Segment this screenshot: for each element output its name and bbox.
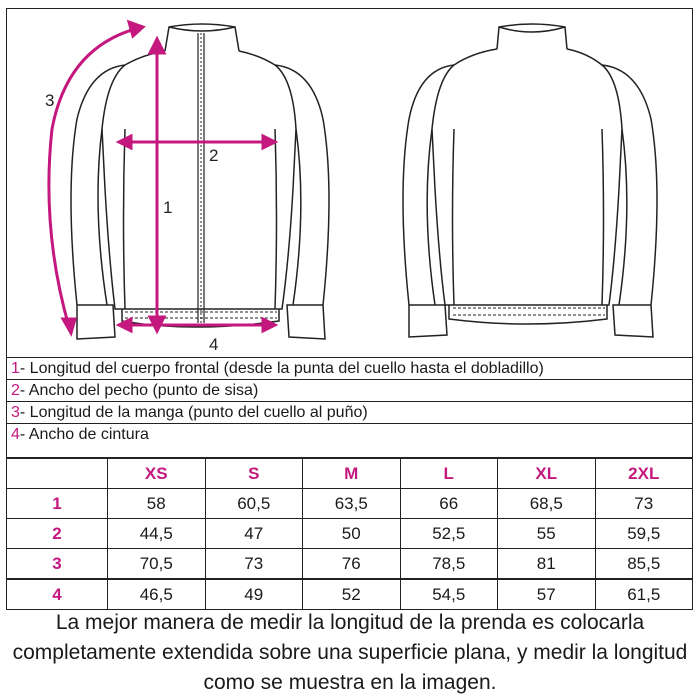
legend-text: - Longitud del cuerpo frontal (desde la punta del cuello hasta el dobladillo) [19,360,544,377]
header-size-m: M [303,459,401,489]
legend-text: - Longitud de la manga (punto del cuello al puño) [19,404,368,421]
table-cell: 61,5 [595,579,693,610]
table-cell: 50 [303,519,401,549]
table-cell: 73 [205,549,303,580]
front-jacket-outline [71,24,329,339]
sleeve-arrow [49,29,135,327]
table-cell: 54,5 [400,579,498,610]
chest-arrow-right-head [263,136,275,148]
table-row [7,579,693,610]
legend-item-4 [6,424,693,458]
table-cell: 70,5 [108,549,206,580]
row-label: 3 [7,549,108,580]
legend-item-3 [6,402,693,424]
measuring-instructions: La mejor manera de medir la longitud de la prenda es colocarla completamente extendida sobre una superficie plana, y medir la longitud como se muestra en la imagen. [12,611,688,694]
legend-item-1 [6,358,693,380]
table-cell: 73 [595,489,693,519]
measurement-diagram [6,8,693,358]
table-cell: 85,5 [595,549,693,580]
length-label: 1 [163,198,173,217]
length-arrow-top-head [150,39,164,53]
back-jacket-outline [403,24,657,337]
table-cell: 49 [205,579,303,610]
table-cell: 59,5 [595,519,693,549]
sleeve-label: 3 [45,91,55,110]
table-cell: 44,5 [108,519,206,549]
chest-arrow-left-head [119,136,131,148]
header-size-l: L [400,459,498,489]
table-row [7,519,693,549]
header-size-s: S [205,459,303,489]
table-row [7,489,693,519]
waist-label: 4 [209,335,219,354]
table-cell: 63,5 [303,489,401,519]
table-cell: 55 [498,519,596,549]
table-row [7,549,693,580]
row-label: 1 [7,489,108,519]
row-label: 4 [7,579,108,610]
table-cell: 52 [303,579,401,610]
table-cell: 68,5 [498,489,596,519]
size-header-row [7,459,693,489]
jacket-illustration [7,9,694,359]
row-label: 2 [7,519,108,549]
header-corner [7,459,108,489]
header-size-xs: XS [108,459,206,489]
legend-number: 4 [11,426,20,443]
table-cell: 52,5 [400,519,498,549]
legend-text: - Ancho de cintura [19,426,149,443]
chest-label: 2 [209,146,219,165]
table-cell: 76 [303,549,401,580]
table-cell: 81 [498,549,596,580]
header-size-xl: XL [498,459,596,489]
size-table [6,458,693,610]
sleeve-arrow-bottom-head [63,319,75,333]
table-cell: 57 [498,579,596,610]
sleeve-arrow-top-head [129,22,143,36]
table-cell: 66 [400,489,498,519]
table-cell: 60,5 [205,489,303,519]
legend-text: - Ancho del pecho (punto de sisa) [19,382,259,399]
legend-number: 3 [11,404,20,421]
waist-arrow-right-head [263,319,275,331]
header-size-2xl: 2XL [595,459,693,489]
legend-number: 1 [11,360,20,377]
waist-arrow-left-head [119,319,131,331]
legend-number: 2 [11,382,20,399]
table-cell: 46,5 [108,579,206,610]
legend-item-2 [6,380,693,402]
table-cell: 78,5 [400,549,498,580]
table-cell: 47 [205,519,303,549]
table-cell: 58 [108,489,206,519]
